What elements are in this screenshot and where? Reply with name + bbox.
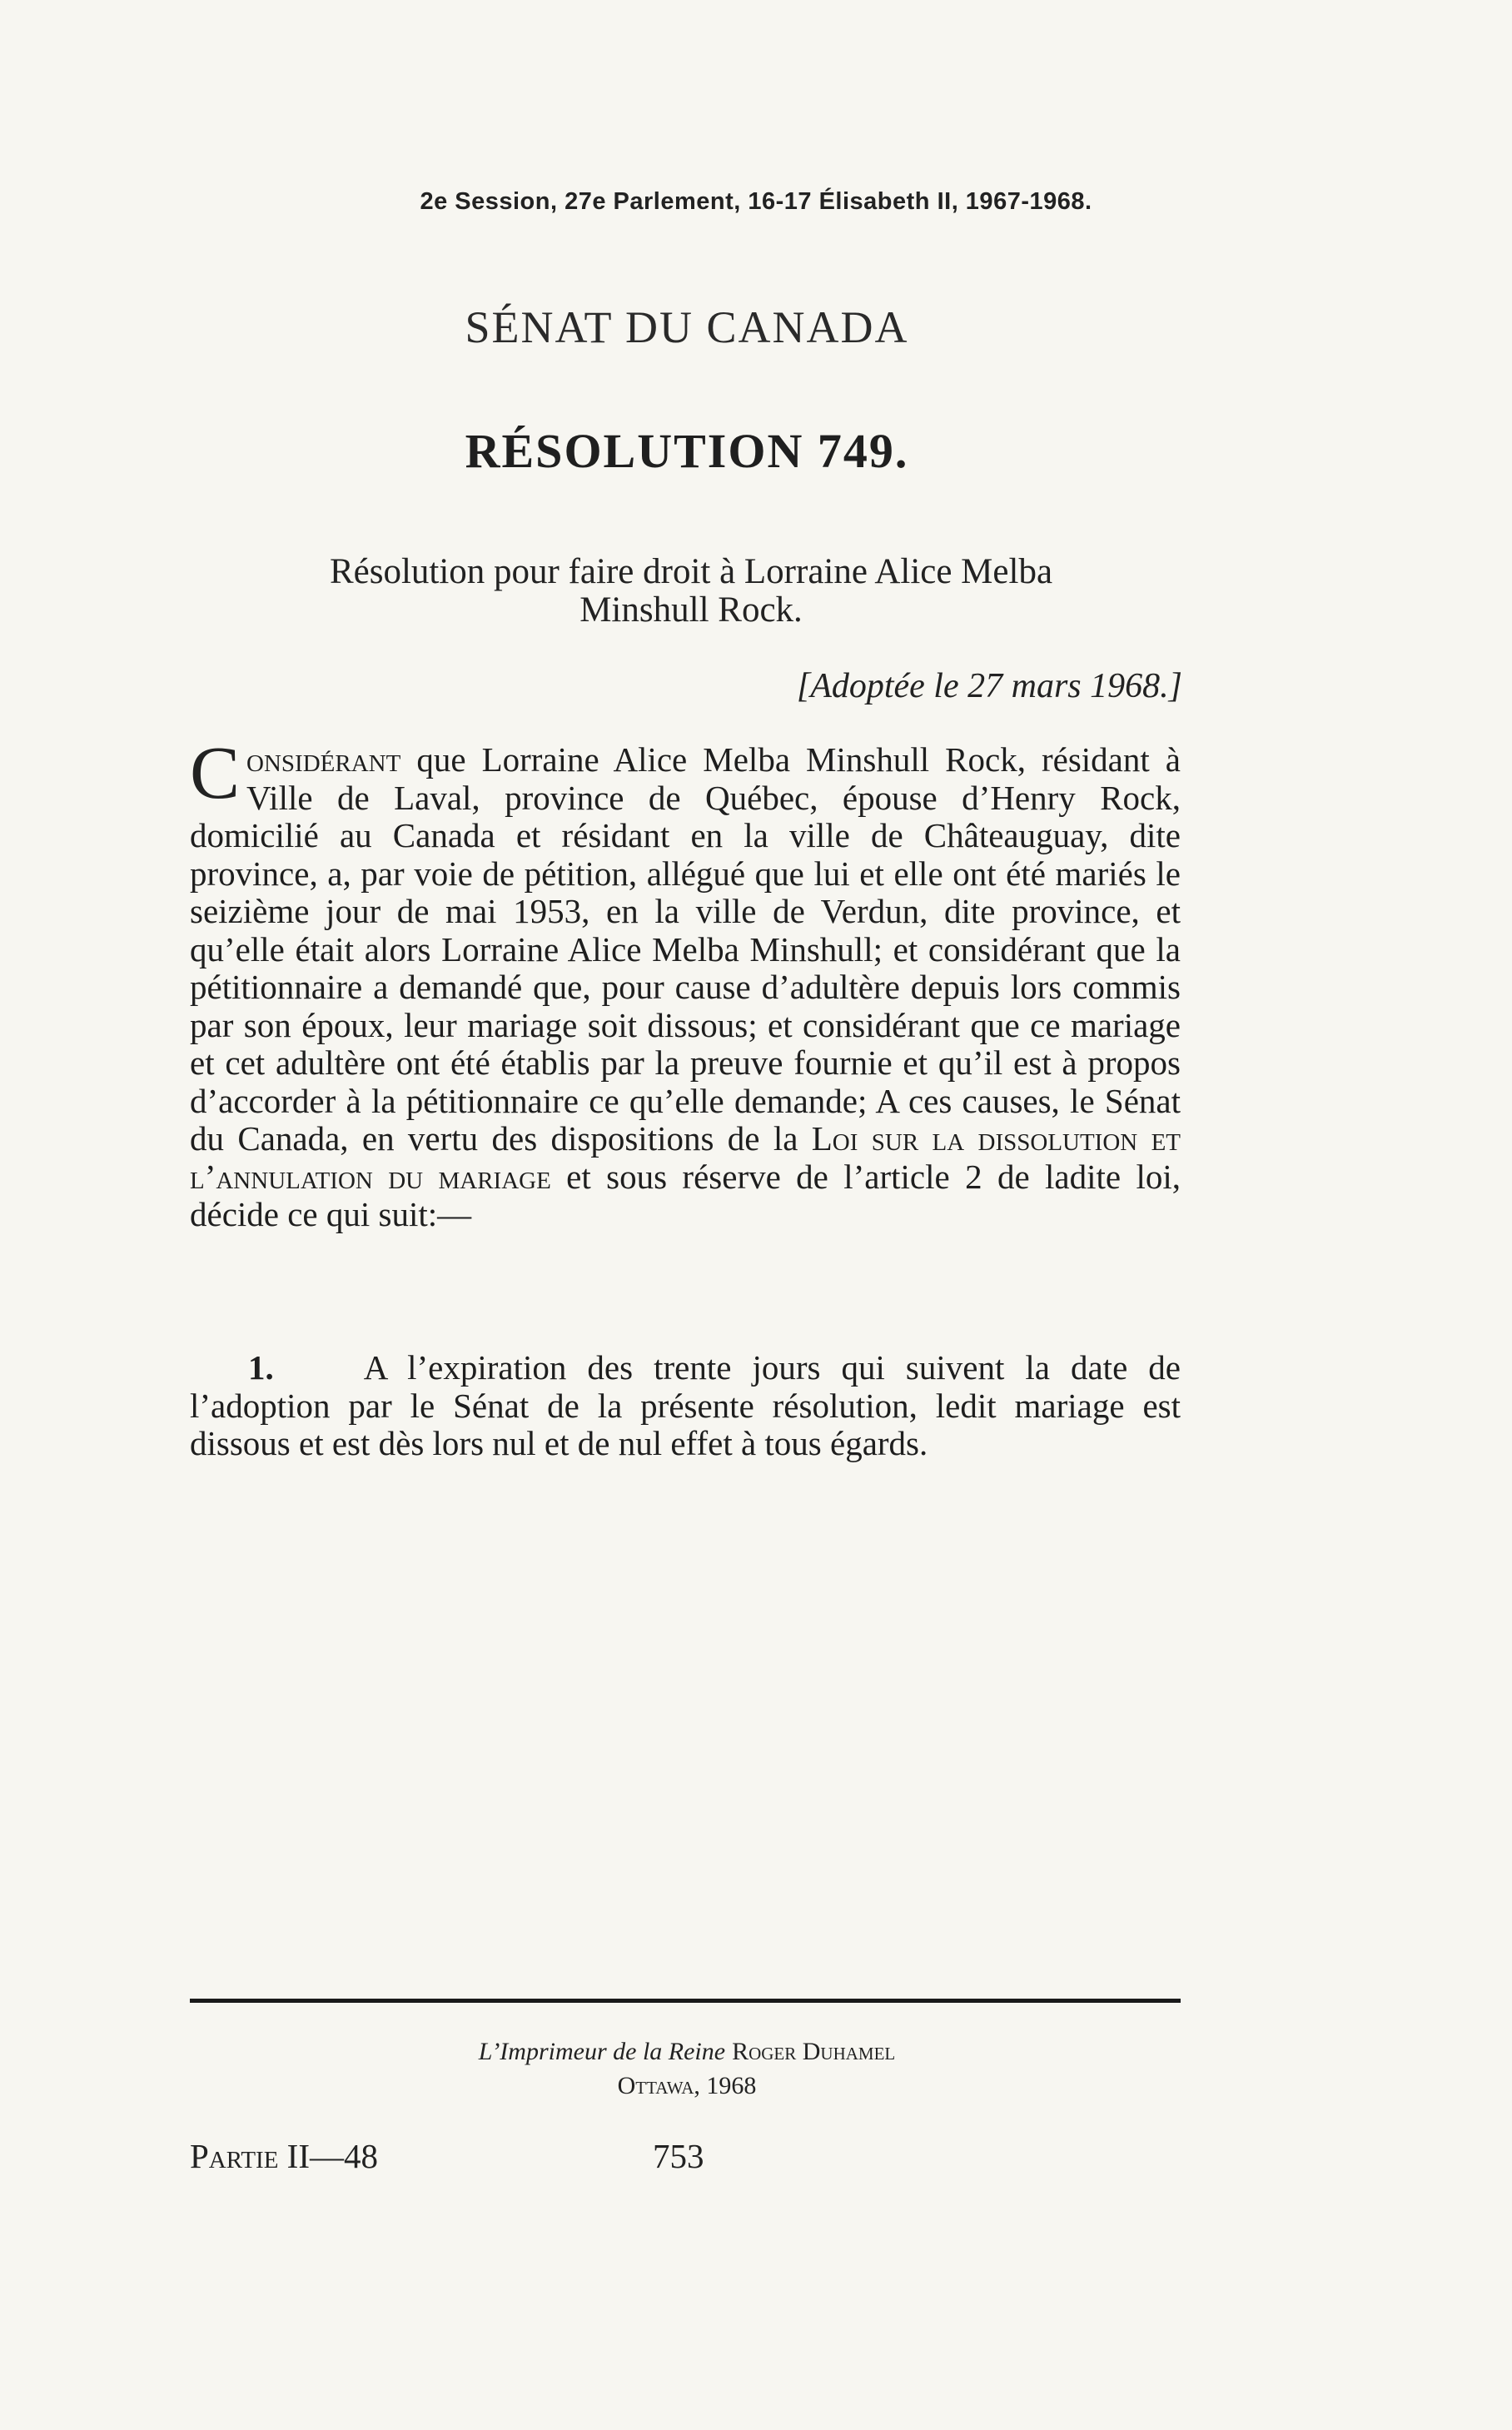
- clause-number: 1.: [248, 1348, 274, 1387]
- house-name: SÉNAT DU CANADA: [465, 302, 909, 352]
- preamble-text-1: que Lorraine Alice Melba Minshull Rock, résidant à Ville de Laval, province de Québec, épouse d’Henry Rock, domicilié au Canada et résidant en la ville de Châteauguay, dite province, a, par voie de pétition, allégué que lui et elle ont été mariés le seizième jour de mai 1953, en la ville de Verdun, dite province, et qu’elle était alors Lorraine Alice Melba Minshull; et considérant que la pétitionnaire a demandé que, pour cause d’adultère depuis lors commis par son époux, leur mariage soit dissous; et considérant que ce mariage et cet adultère ont été établis par la preuve fournie et qu’il est à propos d’accorder à la pétitionnaire ce qu’elle demande; A ces causes, le Sénat du Canada, en vertu des dispositions de la: [190, 740, 1181, 1158]
- printing-city-line: [0, 2072, 1374, 2100]
- act-name: Loi sur la dissolution et l’annulation du mariage: [190, 1119, 1181, 1196]
- resolution-title: RÉSOLUTION 749.: [465, 424, 909, 478]
- adoption-date: [Adoptée le 27 mars 1968.]: [796, 667, 1182, 705]
- printing-year: , 1968: [694, 2072, 757, 2099]
- resolution-subtitle: [258, 553, 1124, 630]
- printing-city: Ottawa: [617, 2072, 694, 2099]
- subtitle-line-1: Résolution pour faire droit à Lorraine Alice Melba: [329, 552, 1053, 591]
- subtitle-line-2: Minshull Rock.: [579, 590, 803, 630]
- clause-1: [190, 1349, 1181, 1463]
- part-reference: Partie II—48: [190, 2137, 378, 2175]
- footer-divider: [190, 1999, 1181, 2003]
- session-line: 2e Session, 27e Parlement, 16-17 Élisabeth II, 1967-1968.: [420, 188, 1092, 215]
- preamble-lead-word: onsidérant: [246, 740, 401, 779]
- preamble-paragraph: [190, 732, 1181, 1234]
- clause-text: A l’expiration des trente jours qui suivent la date de l’adoption par le Sénat de la présente résolution, ledit mariage est dissous et est dès lors nul et de nul effet à tous égards.: [190, 1348, 1181, 1462]
- preamble-text-2: et sous réserve de l’article 2 de ladite loi, décide ce qui suit:—: [190, 1157, 1181, 1233]
- drop-cap: C: [190, 732, 241, 814]
- page-number: 753: [653, 2137, 704, 2175]
- printer-label: L’Imprimeur de la Reine: [478, 2038, 726, 2065]
- printer-line: [0, 2038, 1374, 2066]
- printer-name: Roger Duhamel: [732, 2038, 896, 2065]
